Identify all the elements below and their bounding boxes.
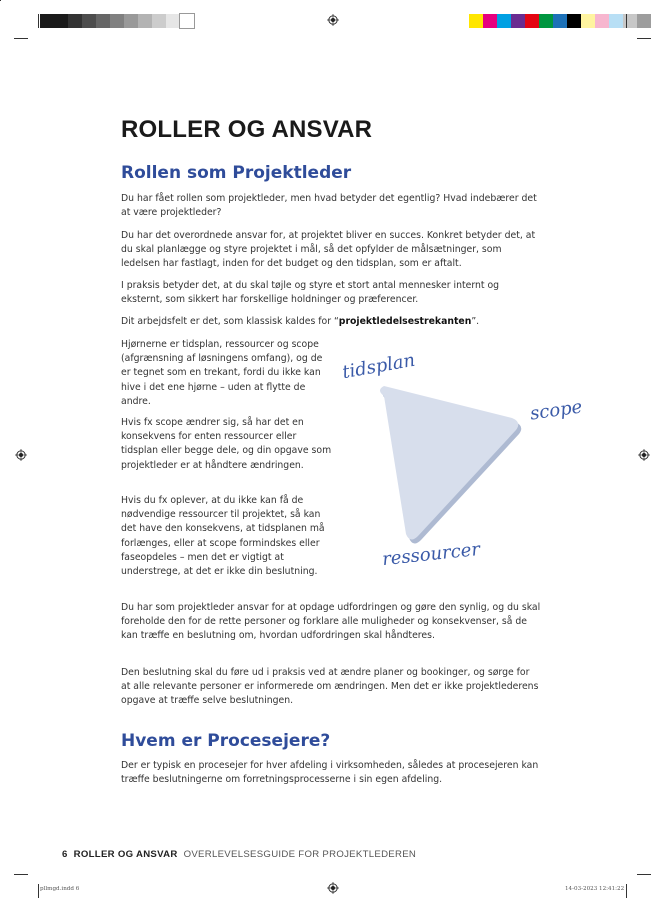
paragraph-practice: I praksis betyder det, at du skal tøjle og styre et stort antal mennesker internt og eksternt, som sikkert har forskellige holdninger og præferencer. (121, 280, 500, 306)
color-swatch (525, 14, 539, 28)
gray-swatch (54, 14, 68, 28)
registration-mark-bottom (327, 882, 339, 894)
crop-mark-bottom-left-v (38, 884, 39, 898)
crop-mark-top-right-h (637, 38, 651, 39)
color-swatch (553, 14, 567, 28)
color-swatch (595, 14, 609, 28)
paragraph-procesejere: Der er typisk en procesejer for hver afdeling i virksomheden, således at procesejeren kan træffe beslutningerne om forretningsprocesserne i sin egen afdeling. (121, 760, 539, 786)
gray-swatch (68, 14, 82, 28)
gray-swatch (166, 14, 180, 28)
color-swatch (567, 14, 581, 28)
triangle-label-scope: scope (528, 396, 584, 425)
footer-guide-title: OVERLEVELSESGUIDE FOR PROJEKTLEDEREN (183, 849, 417, 860)
crop-mark-top-left-v (38, 14, 39, 28)
gray-swatch (124, 14, 138, 28)
slug-filename: pllmgd.indd 6 (40, 886, 80, 892)
paragraph-pm-responsibility: Du har som projektleder ansvar for at opdage udfordringen og gøre den synlig, og du skal foreholde den for de rette personer og forklare alle muligheder og konsekvenser, så de kan træffe en beslutning om, hvordan udfordringen skal håndteres. (121, 602, 541, 642)
paragraph-triangle-intro-post: ”. (471, 316, 480, 327)
paragraph-responsibility: Du har det overordnede ansvar for, at projektet bliver en succes. Konkret betyder det, at du skal planlægge og styre projektet i mål, så det opfylder de målsætninger, som ledelsen har fastlagt, inden for det budget og den tidsplan, som er aftalt. (121, 230, 536, 270)
color-swatch (609, 14, 623, 28)
paragraph-triangle-intro-bold: projektledelsestrekanten (338, 316, 472, 327)
paragraph-corners: Hjørnerne er tidsplan, ressourcer og scope (afgrænsning af løsningens omfang), og de er tegnet som en trekant, fordi du ikke kan hive i det ene hjørne – uden at flytte de andre. (121, 339, 323, 407)
project-triangle-diagram (340, 349, 610, 582)
crop-mark-bottom-right-v (626, 884, 627, 898)
triangle-label-tidsplan: tidsplan (340, 349, 417, 384)
gray-swatch (96, 14, 110, 28)
color-swatch (483, 14, 497, 28)
page-title: ROLLER OG ANSVAR (121, 116, 373, 143)
paragraph-scope-change: Hvis fx scope ændrer sig, så har det en konsekvens for enten ressourcer eller tidsplan eller begge dele, og din opgave som projektleder er at håndtere ændringen. (121, 417, 332, 471)
color-swatch (637, 14, 651, 28)
paragraph-triangle-intro (121, 315, 541, 329)
grayscale-color-bar (40, 14, 194, 28)
color-swatch (539, 14, 553, 28)
paragraph-intro: Du har fået rollen som projektleder, men hvad betyder det egentlig? Hvad indebærer det at være projektleder? (121, 193, 537, 219)
crop-mark (0, 0, 1, 1)
triangle-label-ressourcer: ressourcer (381, 538, 481, 571)
color-swatch (581, 14, 595, 28)
slug-timestamp: 14-03-2023 12:41:22 (565, 886, 625, 892)
paragraph-decision: Den beslutning skal du føre ud i praksis ved at ændre planer og bookinger, og sørge for at alle relevante personer er informerede om ændringen. Men det er ikke projektlederens opgave at træffe selve beslutningen. (121, 667, 539, 707)
crop-mark-bottom-left-h (14, 874, 28, 875)
page-footer (62, 849, 416, 860)
color-swatch (497, 14, 511, 28)
gray-swatch (40, 14, 54, 28)
gray-swatch (82, 14, 96, 28)
section-heading-procesejere: Hvem er Procesejere? (121, 731, 331, 751)
paragraph-triangle-intro-pre: Dit arbejdsfelt er det, som klassisk kaldes for “ (121, 316, 339, 327)
triangle-shape (380, 386, 518, 540)
crop-mark-bottom-right-h (637, 874, 651, 875)
crop-mark-top-left-h (14, 38, 28, 39)
footer-page-number: 6 (62, 849, 68, 860)
gray-swatch (152, 14, 166, 28)
color-swatch (469, 14, 483, 28)
crop-mark-top-right-v (626, 14, 627, 28)
registration-mark-left (15, 449, 27, 461)
footer-section: ROLLER OG ANSVAR (73, 849, 178, 860)
gray-swatch (180, 14, 194, 28)
gray-swatch (138, 14, 152, 28)
color-swatch (511, 14, 525, 28)
section-heading-rollen: Rollen som Projektleder (121, 163, 352, 183)
paragraph-resources: Hvis du fx oplever, at du ikke kan få de nødvendige ressourcer til projektet, så kan det have den konsekvens, at tidsplanen må forlænges, eller at scope formindskes eller faseopdeles – men det er vigtigt at understrege, at det er ikke din beslutning. (121, 495, 325, 578)
registration-mark-right (638, 449, 650, 461)
process-color-bar (469, 14, 651, 28)
registration-mark-top (327, 14, 339, 26)
gray-swatch (110, 14, 124, 28)
